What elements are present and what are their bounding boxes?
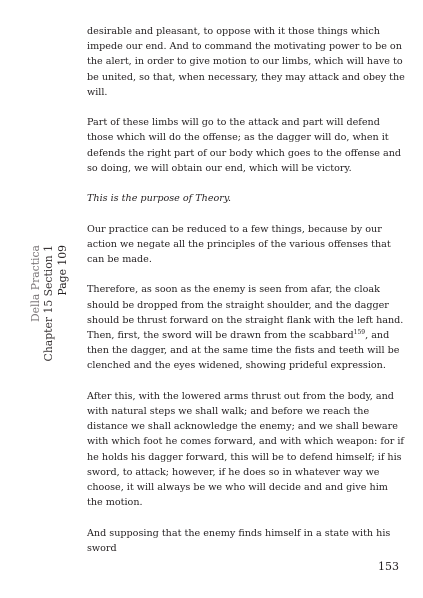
paragraph-2: Part of these limbs will go to the attack and part will defend those which will do the offense; as the dagger will do, when it defends the right part of our body which goes to the offense and so doing, we will obtain our end, which will be victory. bbox=[87, 117, 402, 174]
side-caption-page: Page 109 bbox=[55, 245, 69, 296]
footnote-marker[interactable]: 159 bbox=[353, 328, 366, 336]
body-text bbox=[87, 24, 405, 571]
italic-paragraph: This is the purpose of Theory. bbox=[87, 193, 232, 205]
side-caption-title: Della Practica bbox=[29, 245, 42, 323]
paragraph-1: desirable and pleasant, to oppose with it those things which impede our end. And to command the motivating power to be on the alert, in order to give motion to our limbs, which will have to be united, so that, when necessary, they may attack and obey the will. bbox=[87, 26, 405, 98]
paragraph-6: After this, with the lowered arms thrust out from the body, and with natural steps we shall walk; and before we reach the distance we shall acknowledge the enemy; and we shall beware with which foot he comes forward, and with which weapon: for if he holds his dagger forward, this will be to defend himself; if his sword, to attack; however, if he does so in whatever way we choose, it will always be we who will decide and and give him the motion. bbox=[87, 390, 404, 509]
paragraph-5-text-before: Therefore, as soon as the enemy is seen from afar, the cloak should be dropped from the straight shoulder, and the dagger should be thrust forward on the straight flank with the left hand. Then, first, the sword will be drawn from the scabbard bbox=[87, 284, 404, 341]
side-caption bbox=[29, 245, 71, 445]
paragraph-5 bbox=[87, 282, 405, 373]
paragraph-4: Our practice can be reduced to a few things, because by our action we negate all the principles of the various offenses that can be made. bbox=[87, 223, 391, 265]
page-number: 153 bbox=[378, 560, 399, 573]
paragraph-7: And supposing that the enemy finds himself in a state with his sword bbox=[87, 527, 391, 554]
paragraph-5-text-after: , and then the dagger, and at the same time the fists and teeth will be clenched and the eyes widened, showing prideful expression. bbox=[87, 330, 400, 372]
side-caption-chapter: Chapter 15 Section 1 bbox=[42, 245, 56, 362]
